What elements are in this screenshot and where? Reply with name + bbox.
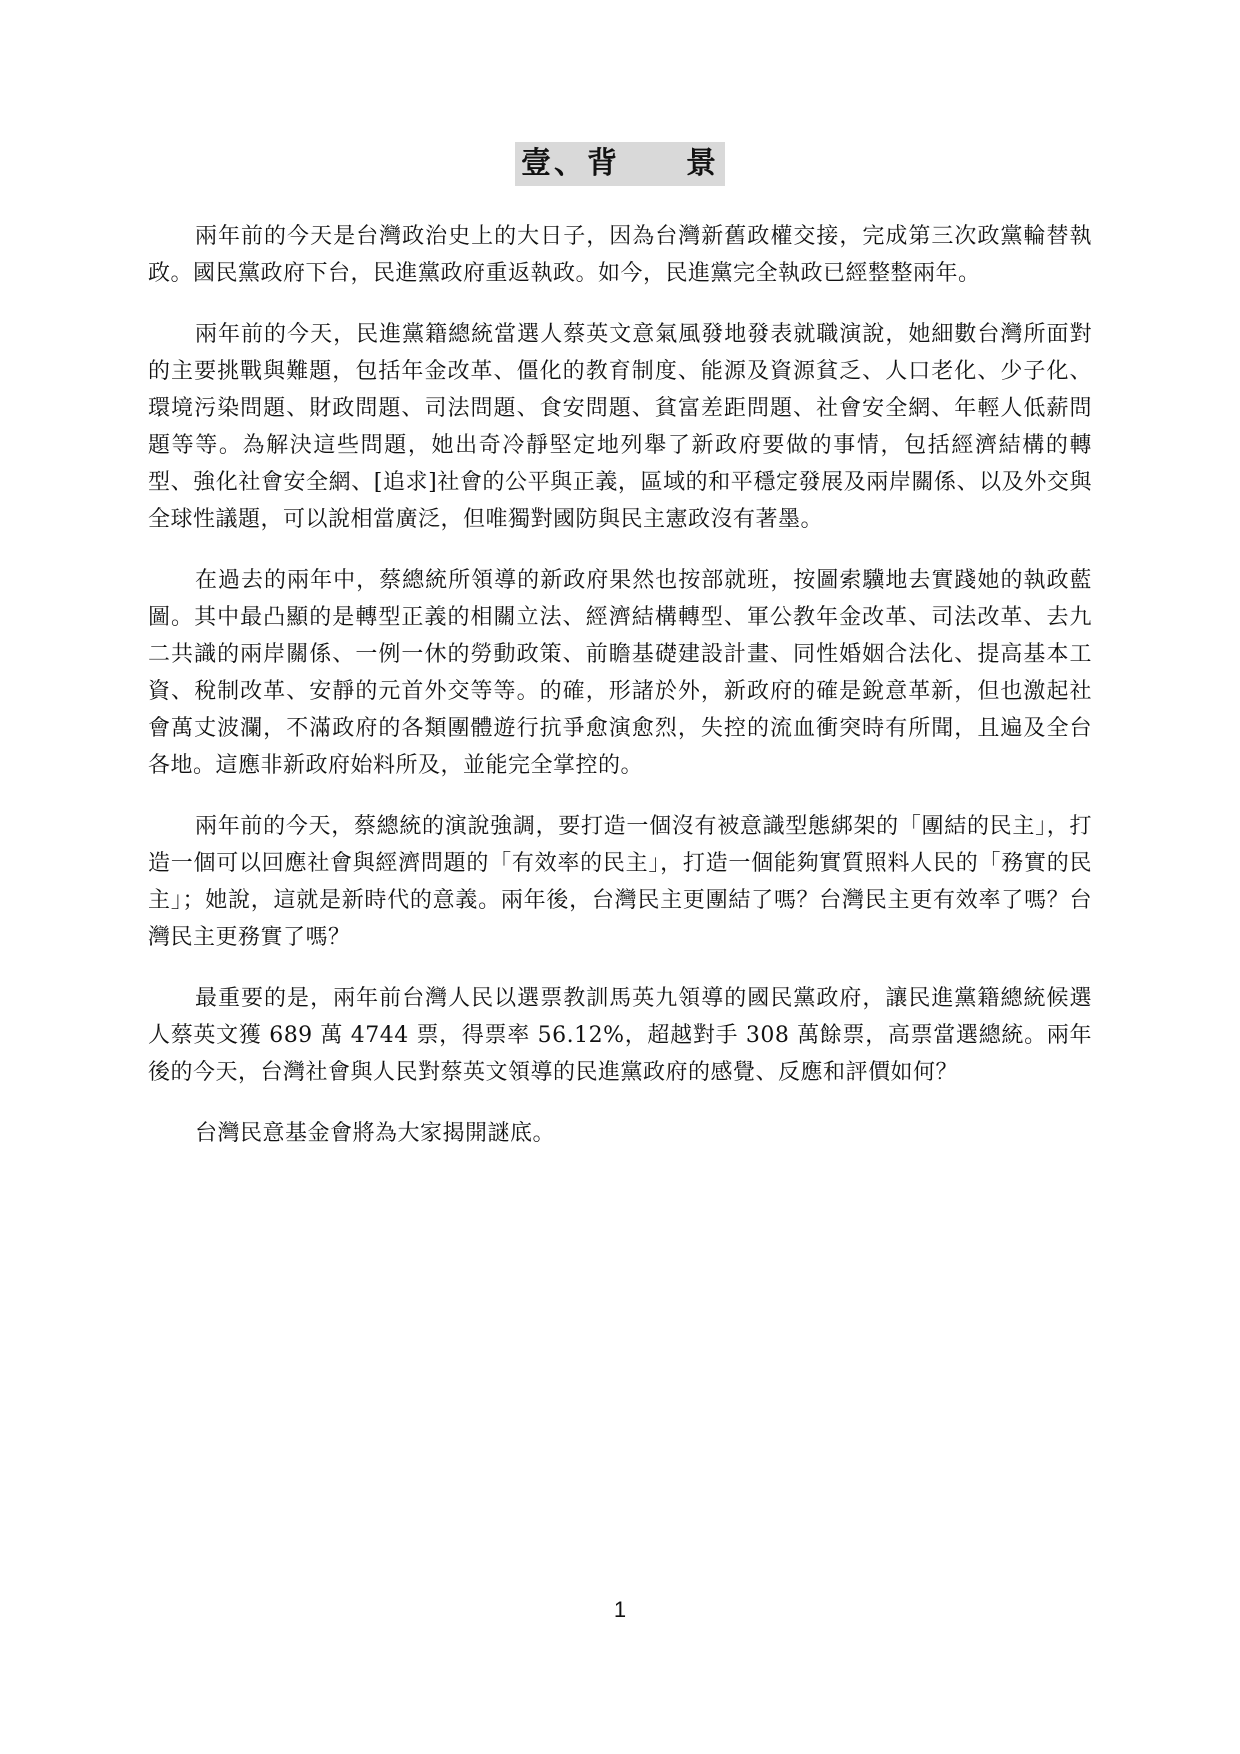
section-title: 壹、背 景 — [515, 142, 725, 186]
page-number: 1 — [613, 1597, 627, 1622]
paragraph-3: 在過去的兩年中，蔡總統所領導的新政府果然也按部就班，按圖索驥地去實踐她的執政藍圖。其中最凸顯的是轉型正義的相關立法、經濟結構轉型、軍公教年金改革、司法改革、去九二共識的兩岸關係、一例一休的勞動政策、前瞻基礎建設計畫、同性婚姻合法化、提高基本工資、稅制改革、安靜的元首外交等等。的確，形諸於外，新政府的確是銳意革新，但也激起社會萬丈波瀾，不滿政府的各類團體遊行抗爭愈演愈烈，失控的流血衝突時有所聞，且遍及全台各地。這應非新政府始料所及，並能完全掌控的。 — [148, 568, 1092, 778]
paragraph-1: 兩年前的今天是台灣政治史上的大日子，因為台灣新舊政權交接，完成第三次政黨輪替執政。國民黨政府下台，民進黨政府重返執政。如今，民進黨完全執政已經整整兩年。 — [148, 224, 1092, 286]
paragraph-4: 兩年前的今天，蔡總統的演說強調，要打造一個沒有被意識型態綁架的「團結的民主」，打造一個可以回應社會與經濟問題的「有效率的民主」，打造一個能夠實質照料人民的「務實的民主」；她說，這就是新時代的意義。兩年後，台灣民主更團結了嗎？台灣民主更有效率了嗎？台灣民主更務實了嗎？ — [148, 814, 1092, 950]
body-text — [148, 218, 1092, 1176]
section-title-wrapper — [0, 142, 1240, 186]
paragraph-5: 最重要的是，兩年前台灣人民以選票教訓馬英九領導的國民黨政府，讓民進黨籍總統候選人蔡英文獲 689 萬 4744 票，得票率 56.12%，超越對手 308 萬餘票，高票當選總統。兩年後的今天，台灣社會與人民對蔡英文領導的民進黨政府的感覺、反應和評價如何？ — [148, 986, 1092, 1085]
paragraph-6: 台灣民意基金會將為大家揭開謎底。 — [195, 1121, 556, 1146]
paragraph-2: 兩年前的今天，民進黨籍總統當選人蔡英文意氣風發地發表就職演說，她細數台灣所面對的主要挑戰與難題，包括年金改革、僵化的教育制度、能源及資源貧乏、人口老化、少子化、環境污染問題、財政問題、司法問題、食安問題、貧富差距問題、社會安全網、年輕人低薪問題等等。為解決這些問題，她出奇冷靜堅定地列舉了新政府要做的事情，包括經濟結構的轉型、強化社會安全網、[追求]社會的公平與正義，區域的和平穩定發展及兩岸關係、以及外交與全球性議題，可以說相當廣泛，但唯獨對國防與民主憲政沒有著墨。 — [148, 322, 1092, 532]
